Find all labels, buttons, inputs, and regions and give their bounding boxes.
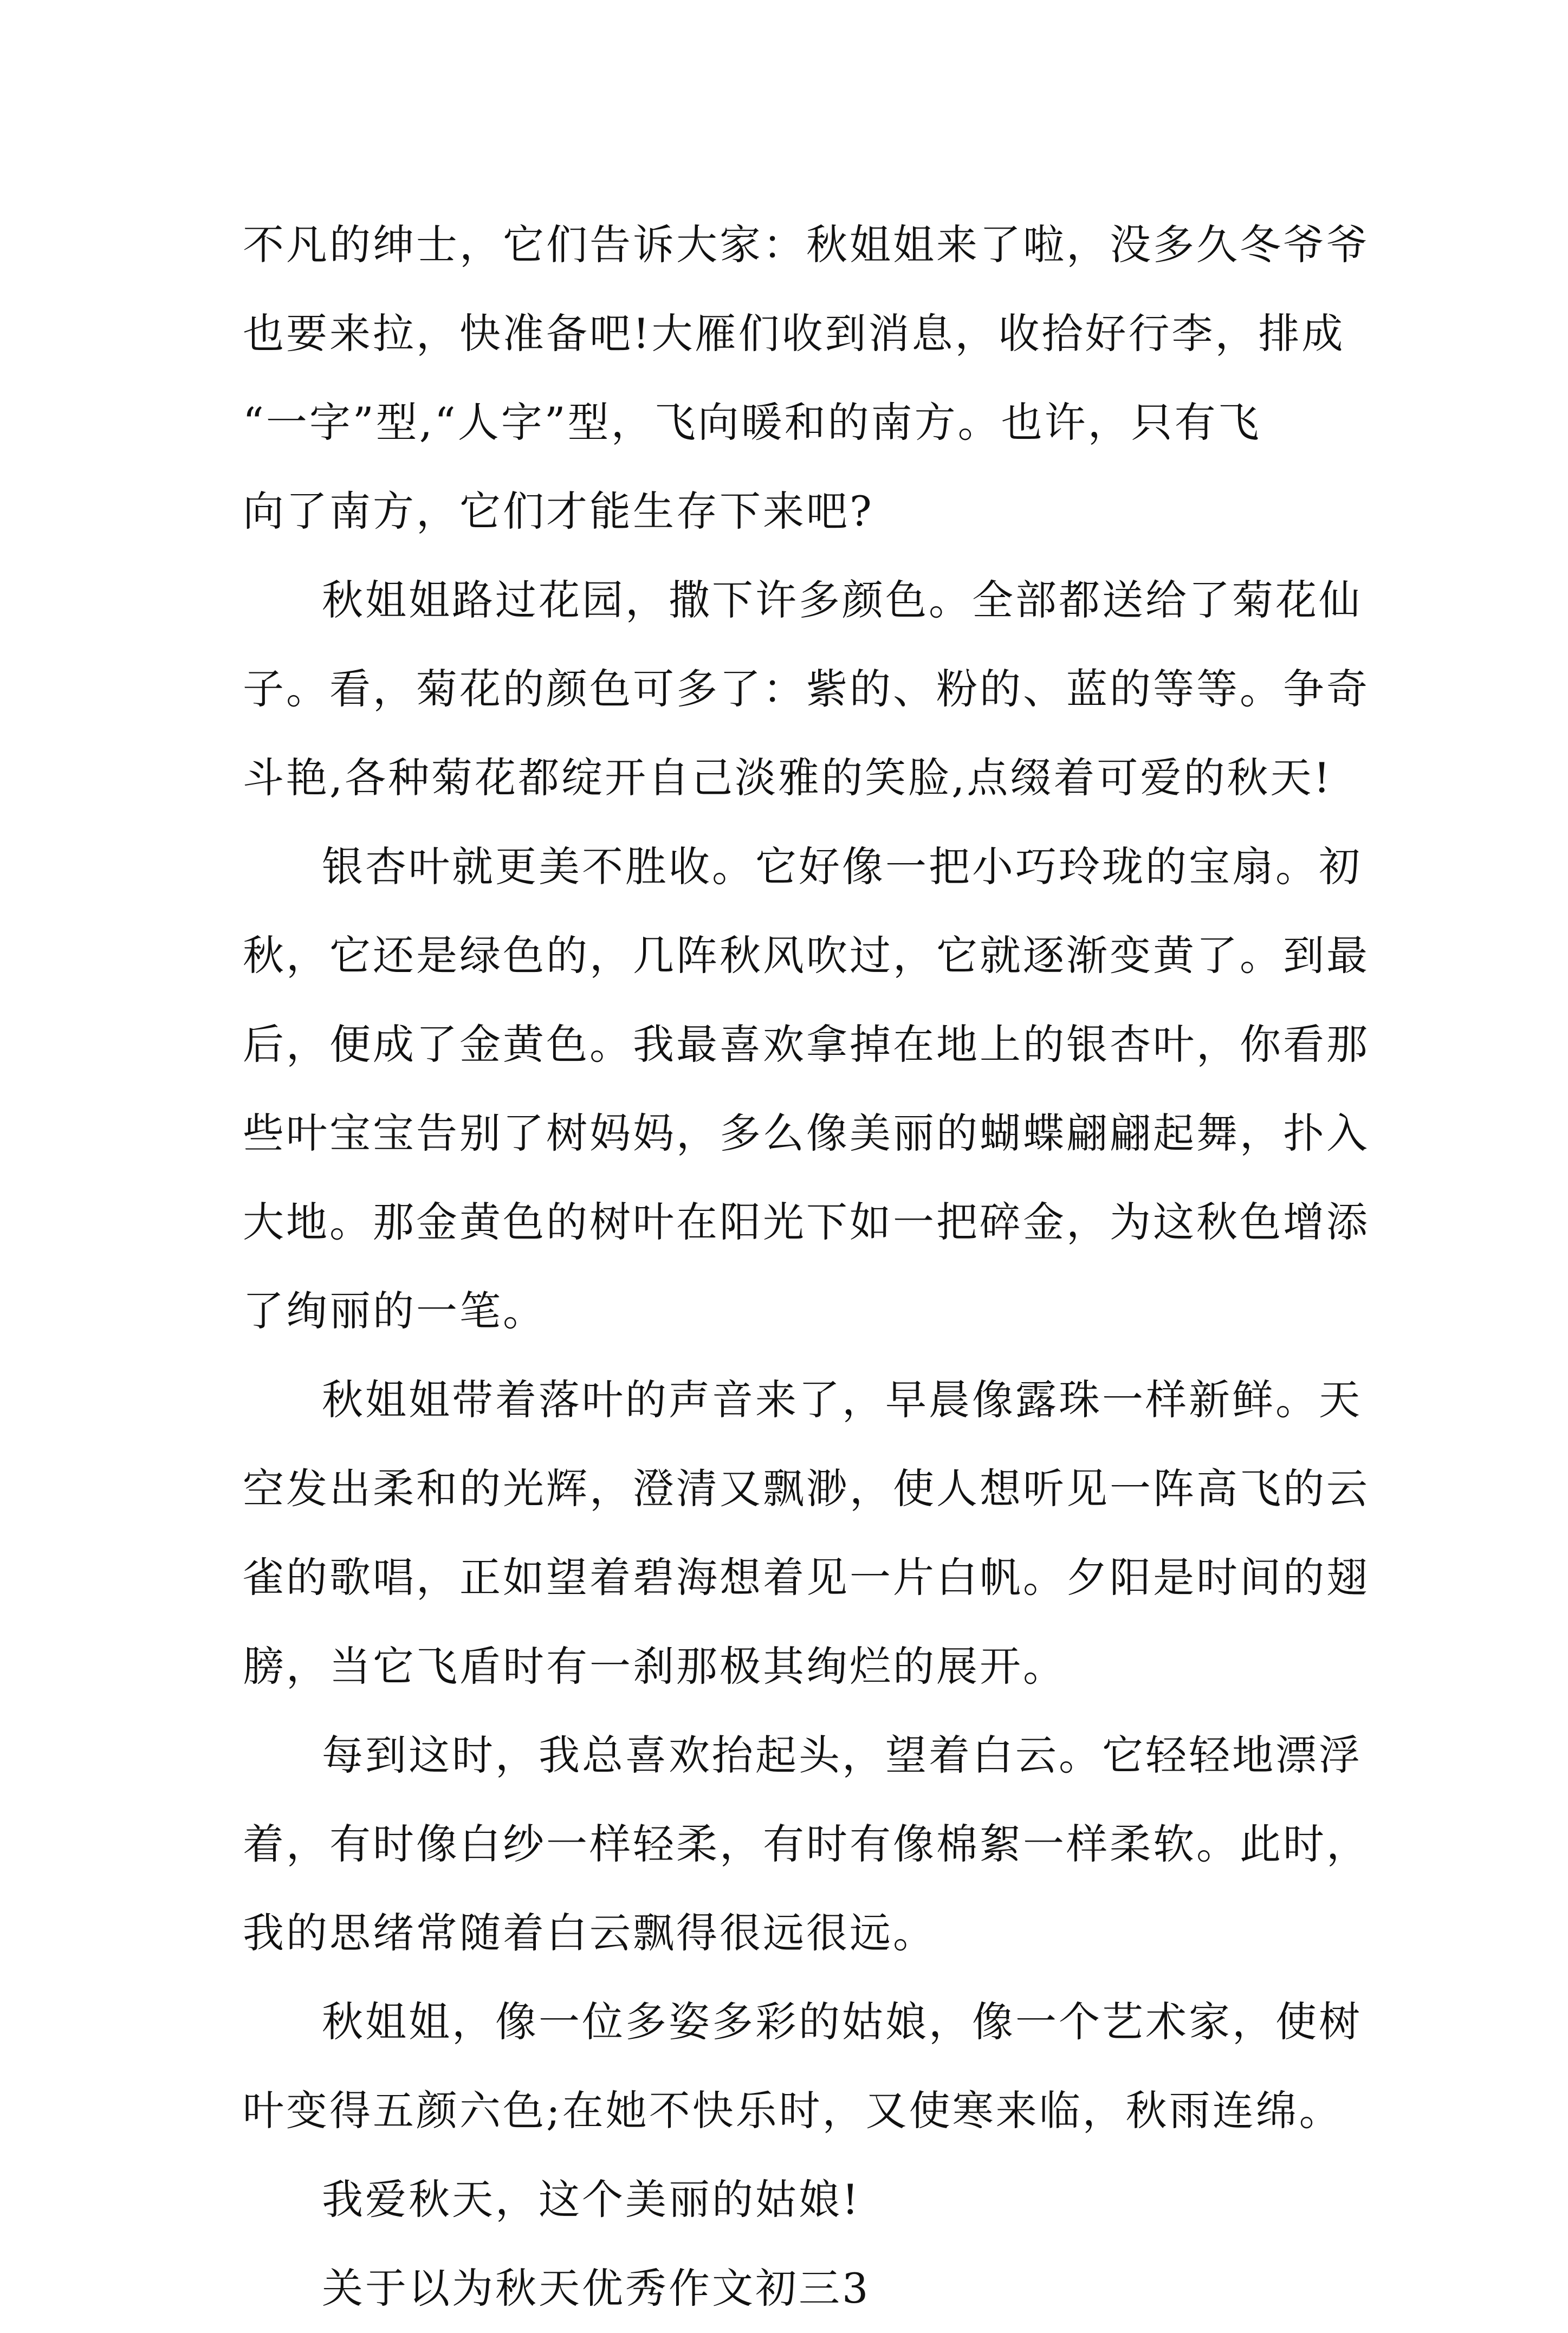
text-line: 后，便成了金黄色。我最喜欢拿掉在地上的银杏叶，你看那 bbox=[243, 1020, 1370, 1068]
paragraph-start-line: 秋姐姐，像一位多姿多彩的姑娘，像一个艺术家，使树 bbox=[322, 1998, 1362, 2046]
text-line: “一字”型,“人字”型，飞向暖和的南方。也许，只有飞 bbox=[243, 398, 1261, 446]
section-heading: 关于以为秋天优秀作文初三3 bbox=[322, 2264, 871, 2312]
text-line: 秋，它还是绿色的，几阵秋风吹过，它就逐渐变黄了。到最 bbox=[243, 931, 1370, 980]
text-line: 不凡的绅士，它们告诉大家：秋姐姐来了啦，没多久冬爷爷 bbox=[243, 221, 1370, 269]
text-line: 大地。那金黄色的树叶在阳光下如一把碎金，为这秋色增添 bbox=[243, 1198, 1370, 1246]
text-line: 向了南方，它们才能生存下来吧? bbox=[243, 487, 874, 535]
paragraph-start-line: 秋姐姐路过花园，撒下许多颜色。全部都送给了菊花仙 bbox=[322, 576, 1362, 624]
text-line: 斗艳,各种菊花都绽开自己淡雅的笑脸,点缀着可爱的秋天! bbox=[243, 754, 1332, 802]
paragraph-start-line: 我爱秋天，这个美丽的姑娘! bbox=[322, 2175, 861, 2224]
text-line: 空发出柔和的光辉，澄清又飘渺，使人想听见一阵高飞的云 bbox=[243, 1464, 1370, 1513]
text-line: 雀的歌唱，正如望着碧海想着见一片白帆。夕阳是时间的翅 bbox=[243, 1553, 1370, 1602]
text-line: 子。看，菊花的颜色可多了：紫的、粉的、蓝的等等。争奇 bbox=[243, 665, 1370, 713]
text-line: 也要来拉，快准备吧!大雁们收到消息，收拾好行李，排成 bbox=[243, 309, 1345, 358]
paragraph-start-line: 银杏叶就更美不胜收。它好像一把小巧玲珑的宝扇。初 bbox=[322, 843, 1362, 891]
paragraph-start-line: 秋姐姐带着落叶的声音来了，早晨像露珠一样新鲜。天 bbox=[322, 1376, 1362, 1424]
text-line: 膀，当它飞盾时有一刹那极其绚烂的展开。 bbox=[243, 1642, 1066, 1690]
document-page bbox=[243, 200, 1370, 2333]
text-line: 着，有时像白纱一样轻柔，有时有像棉絮一样柔软。此时， bbox=[243, 1820, 1370, 1868]
paragraph-start-line: 每到这时，我总喜欢抬起头，望着白云。它轻轻地漂浮 bbox=[322, 1731, 1362, 1779]
text-line: 叶变得五颜六色;在她不快乐时，又使寒来临，秋雨连绵。 bbox=[243, 2086, 1343, 2135]
text-line: 些叶宝宝告别了树妈妈，多么像美丽的蝴蝶翩翩起舞，扑入 bbox=[243, 1109, 1370, 1157]
text-line: 了绚丽的一笔。 bbox=[243, 1287, 546, 1335]
text-line: 我的思绪常随着白云飘得很远很远。 bbox=[243, 1909, 936, 1957]
